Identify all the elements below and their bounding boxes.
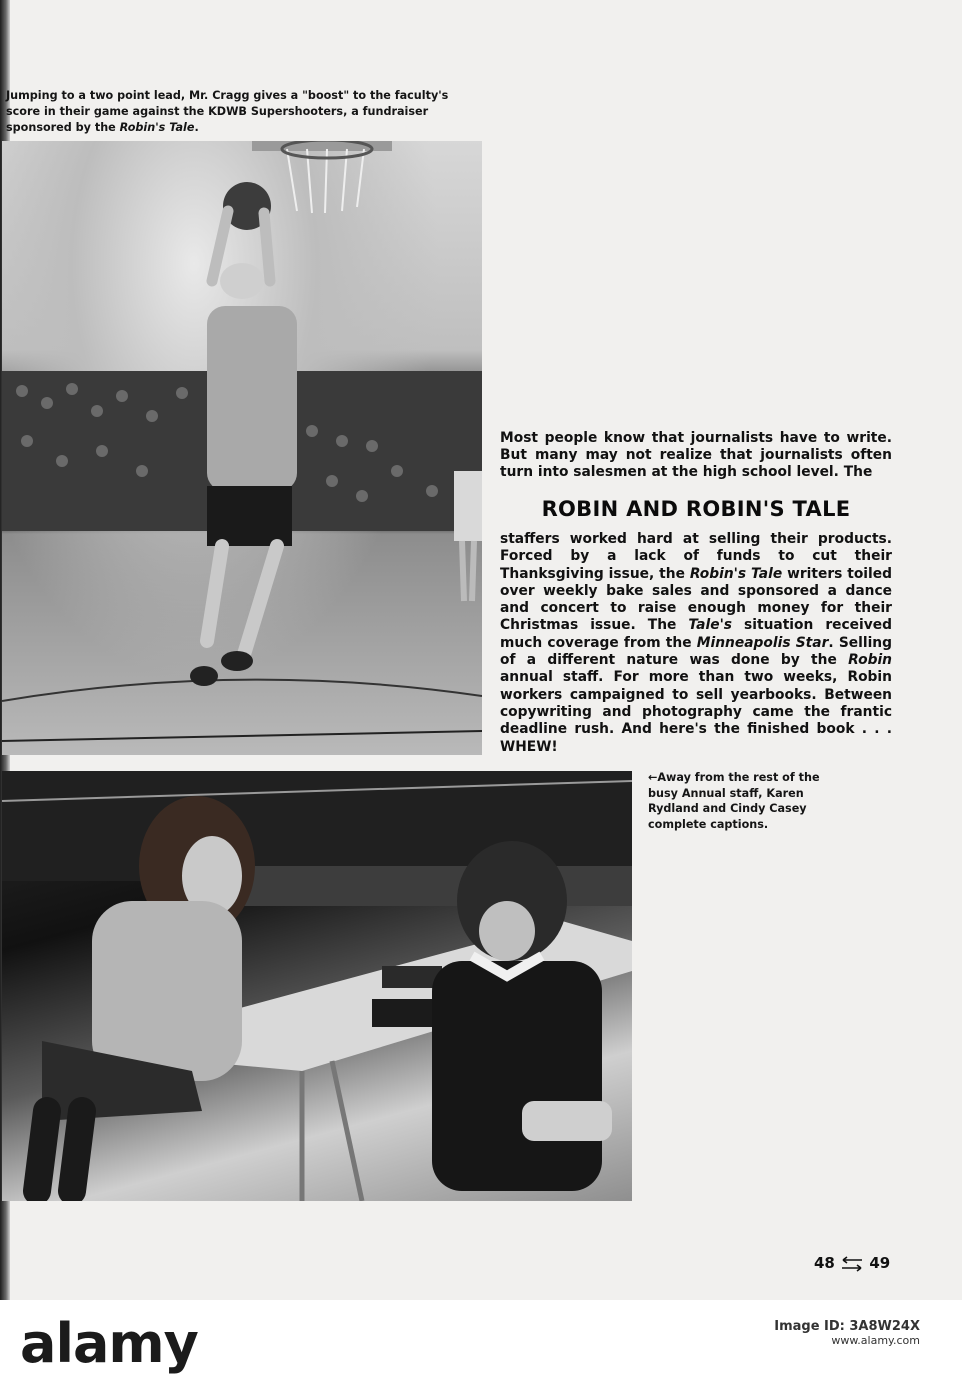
story-italic: Robin [848, 652, 892, 669]
basketball-photo-art [2, 141, 482, 755]
alamy-logo: alamy [20, 1312, 198, 1375]
caption-italic: Robin's Tale [119, 121, 195, 134]
page-numbers [814, 1254, 890, 1273]
staff-photo-caption: ←Away from the rest of the busy Annual staff, Karen Rydland and Cindy Casey complete captions. [648, 771, 820, 831]
headline: ROBIN AND ROBIN'S TALE [541, 497, 851, 521]
stock-image-id [620, 1320, 920, 1348]
story-italic: Robin's Tale [689, 565, 783, 582]
story-italic: Tale's [688, 617, 733, 634]
story-text: staffers worked hard at selling their products. Forced by a lack of funds to cut their Thanksgiving issue, the [500, 531, 892, 582]
page-number-left: 48 [814, 1254, 835, 1272]
site-url: www.alamy.com [831, 1334, 920, 1347]
basketball-photo [2, 141, 482, 755]
gym-photo-caption [6, 88, 466, 136]
caption-text: Jumping to a two point lead, Mr. Cragg gives a "boost" to the faculty's score in their game against the KDWB Supershooters, a fundraiser sponsored by the [6, 89, 449, 134]
annual-staff-photo-art [2, 771, 632, 1201]
story-text: writers toiled over weekly bake sales and sponsored a dance and concert to raise enough money for their Christmas issue. The [500, 565, 892, 634]
story-italic: Minneapolis Star [696, 634, 829, 651]
annual-staff-photo [2, 771, 632, 1201]
story-text: situation received much coverage from the [500, 617, 892, 651]
caption-end: . [194, 121, 199, 134]
story-text: . Selling of a different nature was done by the [500, 634, 892, 669]
page-arrows-icon [840, 1255, 864, 1273]
story-paragraph [500, 531, 892, 756]
story-text: annual staff. For more than two weeks, Robin workers campaigned to sell yearbooks. Between copywriting and photography came the frantic deadline rush. And here's the finished book . . . WHEW! [500, 669, 892, 755]
image-id-text: Image ID: 3A8W24X [774, 1319, 920, 1334]
intro-paragraph: Most people know that journalists have to write. But many may not realize that journalists often turn into salesmen at the high school level. The [500, 430, 892, 481]
page-number-right: 49 [869, 1254, 891, 1272]
